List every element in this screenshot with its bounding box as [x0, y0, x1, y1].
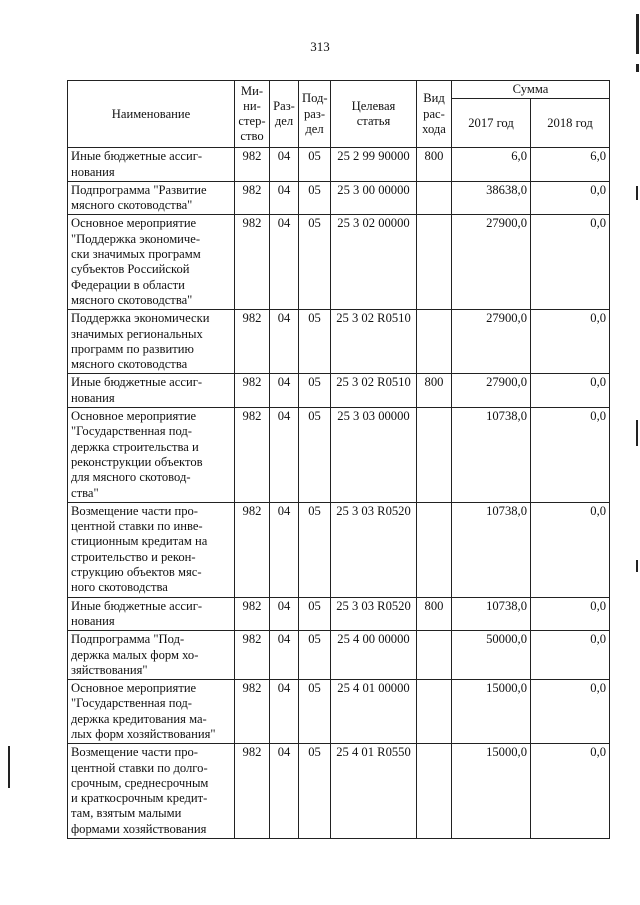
row-sum-2017: 50000,0 [452, 631, 531, 680]
row-sum-2018: 0,0 [531, 680, 610, 744]
row-section: 04 [270, 374, 299, 408]
header-expense-type: Вид рас- хода [417, 81, 452, 148]
header-subsection: Под- раз- дел [299, 81, 331, 148]
row-subsection: 05 [299, 502, 331, 597]
row-sum-2018: 0,0 [531, 181, 610, 215]
row-subsection: 05 [299, 181, 331, 215]
row-sum-2017: 38638,0 [452, 181, 531, 215]
row-section: 04 [270, 631, 299, 680]
row-target: 25 3 03 00000 [331, 408, 417, 503]
row-name: Иные бюджетные ассиг- нования [68, 374, 235, 408]
row-subsection: 05 [299, 215, 331, 310]
row-ministry: 982 [235, 215, 270, 310]
row-ministry: 982 [235, 148, 270, 182]
row-expense-type: 800 [417, 148, 452, 182]
row-ministry: 982 [235, 597, 270, 631]
row-name: Подпрограмма "Развитие мясного скотоводства" [68, 181, 235, 215]
row-expense-type [417, 631, 452, 680]
table-row [68, 310, 610, 374]
row-sum-2017: 6,0 [452, 148, 531, 182]
table-row [68, 374, 610, 408]
row-name: Возмещение части про- центной ставки по долго- срочным, среднесрочным и краткосрочным кредит- там, взятым малыми формами хозяйствования [68, 744, 235, 839]
row-section: 04 [270, 408, 299, 503]
row-target: 25 3 03 R0520 [331, 597, 417, 631]
row-sum-2017: 15000,0 [452, 680, 531, 744]
row-target: 25 4 00 00000 [331, 631, 417, 680]
row-ministry: 982 [235, 374, 270, 408]
row-name: Иные бюджетные ассиг- нования [68, 597, 235, 631]
row-name: Основное мероприятие "Поддержка экономиче- ски значимых программ субъектов Российской Федерации в области мясного скотоводства" [68, 215, 235, 310]
row-name: Иные бюджетные ассиг- нования [68, 148, 235, 182]
row-sum-2017: 10738,0 [452, 597, 531, 631]
row-section: 04 [270, 680, 299, 744]
row-sum-2018: 0,0 [531, 744, 610, 839]
row-sum-2017: 10738,0 [452, 502, 531, 597]
row-target: 25 3 02 00000 [331, 215, 417, 310]
row-subsection: 05 [299, 408, 331, 503]
row-name: Поддержка экономически значимых региональных программ по развитию мясного скотоводства [68, 310, 235, 374]
row-section: 04 [270, 148, 299, 182]
row-sum-2018: 0,0 [531, 597, 610, 631]
row-target: 25 3 02 R0510 [331, 310, 417, 374]
table-row [68, 148, 610, 182]
row-expense-type [417, 215, 452, 310]
row-ministry: 982 [235, 408, 270, 503]
row-section: 04 [270, 597, 299, 631]
row-sum-2017: 27900,0 [452, 310, 531, 374]
row-expense-type [417, 310, 452, 374]
row-expense-type [417, 181, 452, 215]
row-name: Основное мероприятие "Государственная под- держка строительства и реконструкции объектов для мясного скотовод- ства" [68, 408, 235, 503]
row-ministry: 982 [235, 310, 270, 374]
row-ministry: 982 [235, 680, 270, 744]
row-subsection: 05 [299, 597, 331, 631]
header-year-2018: 2018 год [531, 99, 610, 148]
row-ministry: 982 [235, 502, 270, 597]
row-sum-2018: 6,0 [531, 148, 610, 182]
header-ministry: Ми- ни- стер- ство [235, 81, 270, 148]
row-section: 04 [270, 502, 299, 597]
table-row [68, 502, 610, 597]
row-sum-2017: 10738,0 [452, 408, 531, 503]
row-subsection: 05 [299, 744, 331, 839]
row-sum-2018: 0,0 [531, 631, 610, 680]
row-subsection: 05 [299, 631, 331, 680]
row-section: 04 [270, 181, 299, 215]
header-name: Наименование [68, 81, 235, 148]
row-expense-type [417, 502, 452, 597]
scan-edge-mark [636, 560, 638, 572]
table-row [68, 631, 610, 680]
scan-edge-mark [636, 420, 638, 446]
table-row [68, 680, 610, 744]
row-subsection: 05 [299, 680, 331, 744]
row-section: 04 [270, 310, 299, 374]
row-section: 04 [270, 744, 299, 839]
row-subsection: 05 [299, 374, 331, 408]
table-row [68, 408, 610, 503]
row-sum-2017: 27900,0 [452, 374, 531, 408]
header-target: Целевая статья [331, 81, 417, 148]
scan-edge-mark [636, 186, 638, 200]
header-year-2017: 2017 год [452, 99, 531, 148]
row-expense-type [417, 680, 452, 744]
row-target: 25 3 03 R0520 [331, 502, 417, 597]
row-ministry: 982 [235, 631, 270, 680]
header-sum: Сумма [452, 81, 610, 99]
row-section: 04 [270, 215, 299, 310]
row-target: 25 4 01 00000 [331, 680, 417, 744]
budget-table [67, 80, 610, 839]
row-sum-2017: 27900,0 [452, 215, 531, 310]
row-name: Основное мероприятие "Государственная под- держка кредитования ма- лых форм хозяйствования" [68, 680, 235, 744]
row-expense-type: 800 [417, 597, 452, 631]
table-row [68, 597, 610, 631]
scan-edge-mark [8, 746, 10, 788]
row-sum-2018: 0,0 [531, 215, 610, 310]
scan-edge-mark [636, 64, 639, 72]
row-name: Подпрограмма "Под- держка малых форм хо- зяйствования" [68, 631, 235, 680]
row-sum-2018: 0,0 [531, 374, 610, 408]
row-target: 25 3 02 R0510 [331, 374, 417, 408]
table-row [68, 744, 610, 839]
row-sum-2017: 15000,0 [452, 744, 531, 839]
row-name: Возмещение части про- центной ставки по инве- стиционным кредитам на строительство и рекон- струкцию объектов мяс- ного скотоводства [68, 502, 235, 597]
page-number: 313 [310, 39, 330, 54]
row-subsection: 05 [299, 310, 331, 374]
row-sum-2018: 0,0 [531, 502, 610, 597]
scan-edge-mark [636, 14, 639, 54]
row-ministry: 982 [235, 744, 270, 839]
row-sum-2018: 0,0 [531, 408, 610, 503]
row-target: 25 2 99 90000 [331, 148, 417, 182]
table-row [68, 215, 610, 310]
row-sum-2018: 0,0 [531, 310, 610, 374]
row-expense-type [417, 744, 452, 839]
row-expense-type: 800 [417, 374, 452, 408]
row-subsection: 05 [299, 148, 331, 182]
row-target: 25 3 00 00000 [331, 181, 417, 215]
row-expense-type [417, 408, 452, 503]
header-section: Раз- дел [270, 81, 299, 148]
row-target: 25 4 01 R0550 [331, 744, 417, 839]
table-row [68, 181, 610, 215]
row-ministry: 982 [235, 181, 270, 215]
